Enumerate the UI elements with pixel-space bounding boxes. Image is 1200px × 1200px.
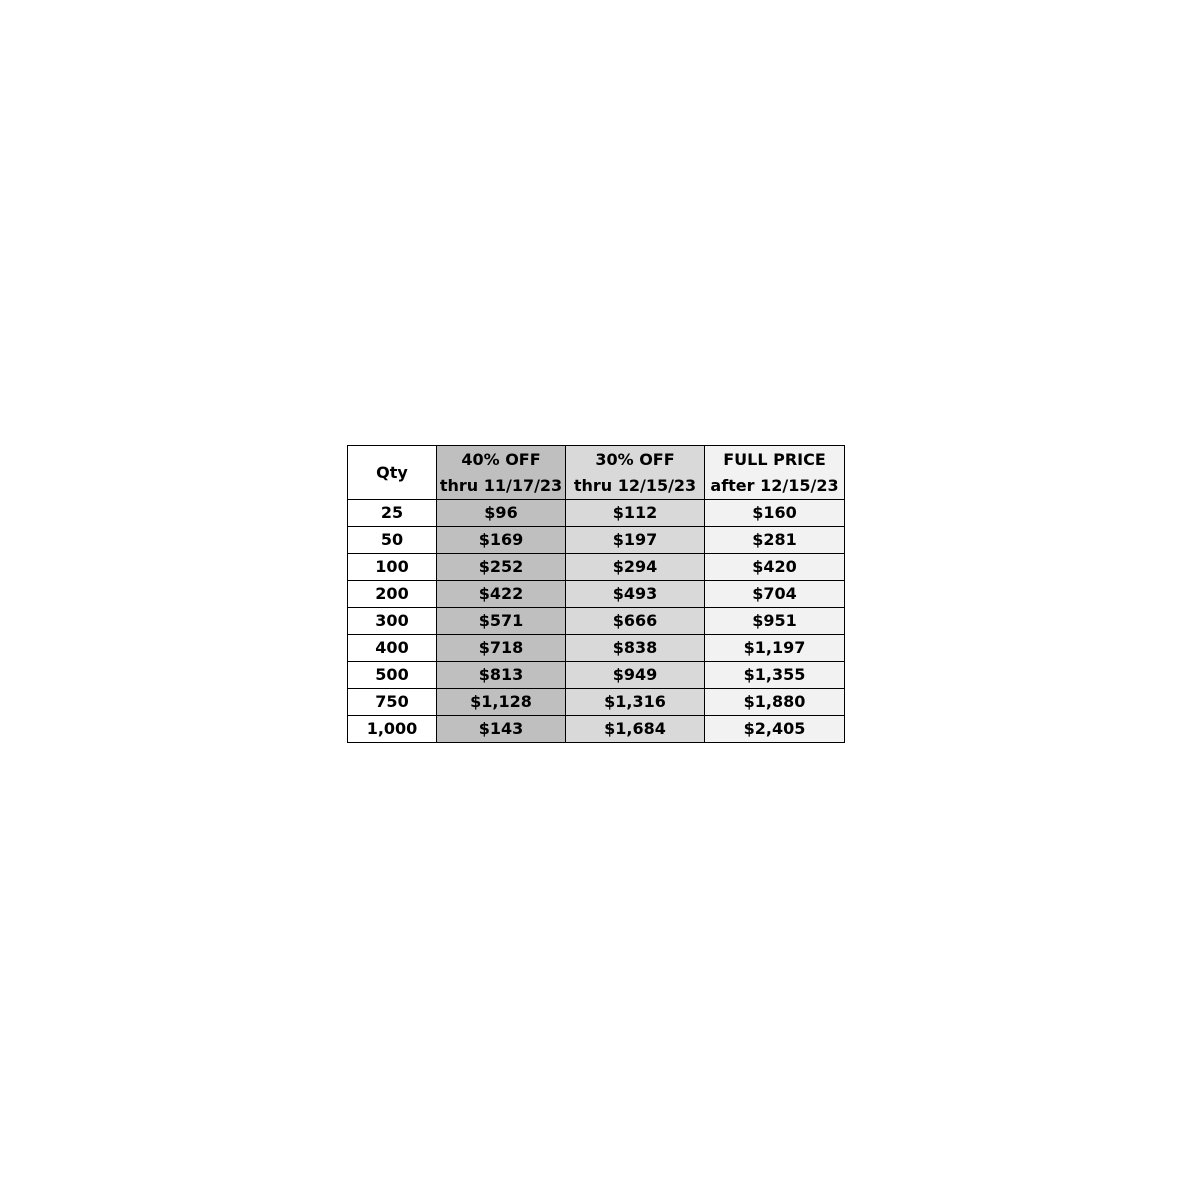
price-30-off-cell: $666 [566,608,705,635]
price-40-off-cell: $252 [437,554,566,581]
price-30-off-cell: $294 [566,554,705,581]
table-row [348,581,845,608]
price-full-cell: $1,197 [705,635,845,662]
price-full-cell: $951 [705,608,845,635]
qty-cell: 400 [348,635,437,662]
table-row [348,554,845,581]
header-full-price-date: after 12/15/23 [710,475,839,495]
price-40-off-cell: $813 [437,662,566,689]
price-full-cell: $281 [705,527,845,554]
price-30-off-cell: $112 [566,500,705,527]
price-30-off-cell: $493 [566,581,705,608]
price-30-off-cell: $1,316 [566,689,705,716]
table-row [348,500,845,527]
header-30-off-title: 30% OFF [595,449,675,469]
price-30-off-cell: $197 [566,527,705,554]
price-30-off-cell: $838 [566,635,705,662]
price-full-cell: $704 [705,581,845,608]
table-row [348,716,845,743]
price-full-cell: $1,355 [705,662,845,689]
header-40-off-title: 40% OFF [461,449,541,469]
price-full-cell: $420 [705,554,845,581]
price-40-off-cell: $169 [437,527,566,554]
header-40-off-date: thru 11/17/23 [439,475,563,495]
price-40-off-cell: $143 [437,716,566,743]
qty-cell: 25 [348,500,437,527]
table-row [348,527,845,554]
price-full-cell: $2,405 [705,716,845,743]
qty-cell: 200 [348,581,437,608]
price-40-off-cell: $422 [437,581,566,608]
qty-cell: 750 [348,689,437,716]
qty-cell: 50 [348,527,437,554]
pricing-table [347,445,845,743]
price-full-cell: $1,880 [705,689,845,716]
header-full-price-title: FULL PRICE [723,449,826,469]
header-30-off-date: thru 12/15/23 [573,475,697,495]
price-30-off-cell: $1,684 [566,716,705,743]
price-40-off-cell: $718 [437,635,566,662]
table-row [348,608,845,635]
header-full-price [705,446,845,500]
price-40-off-cell: $1,128 [437,689,566,716]
header-qty-label: Qty [376,462,408,482]
price-40-off-cell: $571 [437,608,566,635]
qty-cell: 100 [348,554,437,581]
qty-cell: 500 [348,662,437,689]
qty-cell: 300 [348,608,437,635]
table-header-row [348,446,845,500]
price-full-cell: $160 [705,500,845,527]
price-40-off-cell: $96 [437,500,566,527]
header-qty [348,446,437,500]
qty-cell: 1,000 [348,716,437,743]
header-30-off [566,446,705,500]
table-row [348,635,845,662]
table-row [348,689,845,716]
price-30-off-cell: $949 [566,662,705,689]
table-row [348,662,845,689]
header-40-off [437,446,566,500]
